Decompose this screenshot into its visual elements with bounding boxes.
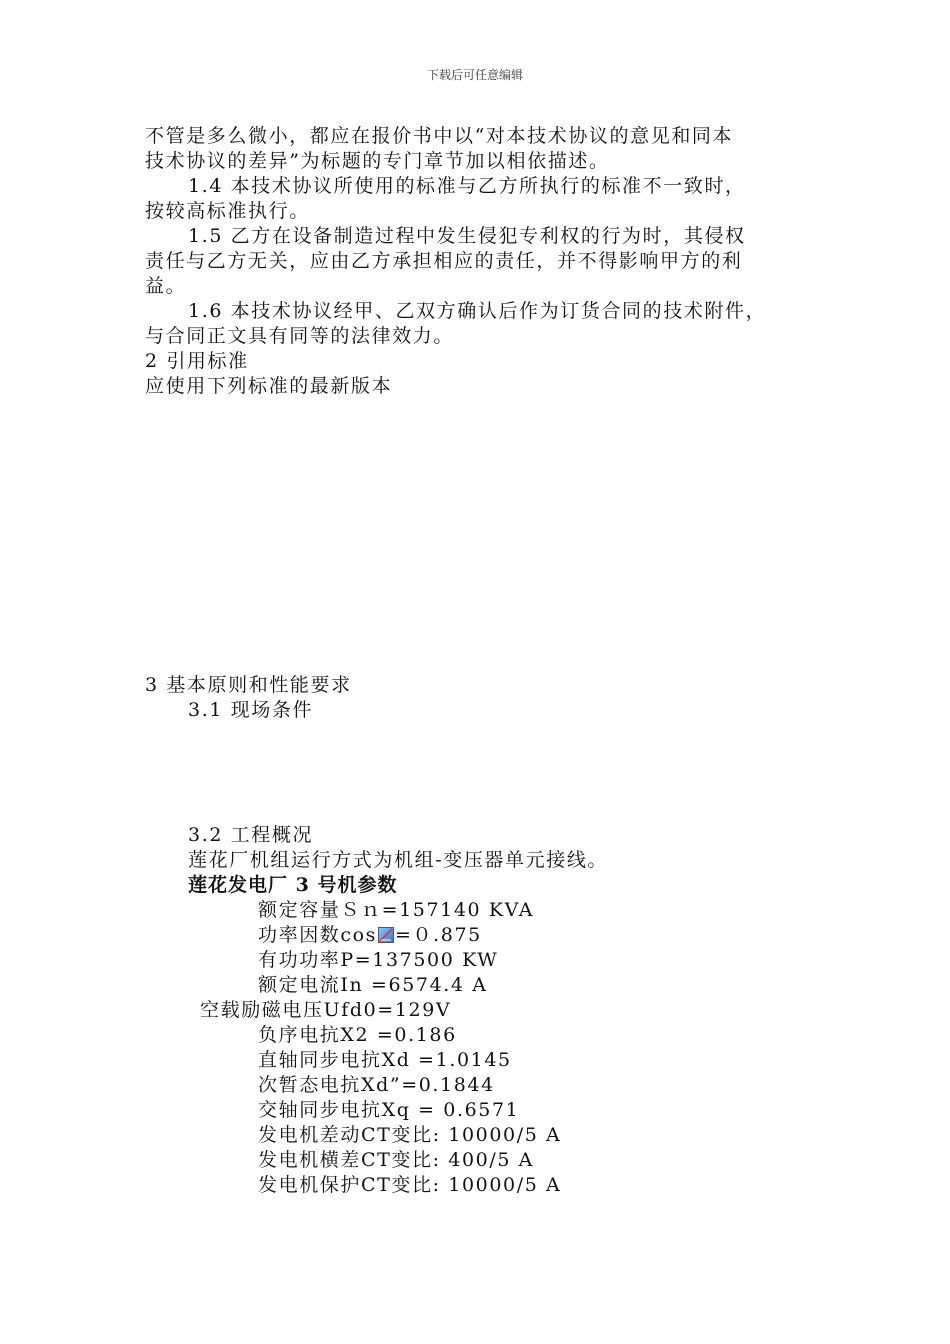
paragraph-line: 不管是多么微小，都应在报价书中以“对本技术协议的意见和同本 — [145, 125, 734, 147]
param-quadrature-axis: 交轴同步电抗Xq = 0.6571 — [258, 1099, 520, 1121]
param-subtransient: 次暂态电抗Xd”=0.1844 — [258, 1074, 495, 1096]
section-2-heading: 2 引用标准 — [145, 350, 249, 372]
paragraph-line: 莲花厂机组运行方式为机组-变压器单元接线。 — [188, 849, 609, 871]
paragraph-line: 应使用下列标准的最新版本 — [145, 375, 393, 397]
param-direct-axis: 直轴同步电抗Xd =1.0145 — [258, 1049, 512, 1071]
power-factor-label: 功率因数cos — [258, 924, 378, 946]
paragraph-line: 按较高标准执行。 — [145, 200, 310, 222]
section-3-heading: 3 基本原则和性能要求 — [145, 674, 352, 696]
clause-1-4: 1.4 本技术协议所使用的标准与乙方所执行的标准不一致时， — [188, 175, 746, 197]
paragraph-line: 技术协议的差异”为标题的专门章节加以相依描述。 — [145, 150, 610, 172]
subsection-3-1-heading: 3.1 现场条件 — [188, 699, 314, 721]
paragraph-line: 与合同正文具有同等的法律效力。 — [145, 325, 455, 347]
clause-1-5: 1.5 乙方在设备制造过程中发生侵犯专利权的行为时，其侵权 — [188, 225, 746, 247]
param-ct-differential: 发电机差动CT变比: 10000/5 A — [258, 1124, 562, 1146]
param-rated-capacity: 额定容量Ｓｎ=157140 KVA — [258, 899, 535, 921]
page-header: 下载后可任意编辑 — [426, 68, 523, 82]
param-active-power: 有功功率P=137500 KW — [258, 949, 499, 971]
paragraph-line: 责任与乙方无关，应由乙方承担相应的责任，并不得影响甲方的利 — [145, 250, 743, 272]
subsection-3-2-heading: 3.2 工程概况 — [188, 824, 314, 846]
power-factor-value: =０.875 — [395, 924, 482, 946]
param-negative-sequence: 负序电抗X2 =0.186 — [258, 1024, 457, 1046]
param-power-factor — [258, 923, 482, 947]
paragraph-line: 益。 — [145, 275, 187, 297]
phi-image-icon — [378, 925, 394, 941]
param-no-load-voltage: 空载励磁电压Ufd0=129V — [200, 999, 452, 1021]
clause-1-6: 1.6 本技术协议经甲、乙双方确认后作为订货合同的技术附件， — [188, 300, 767, 322]
param-rated-current: 额定电流In =6574.4 A — [258, 974, 488, 996]
param-ct-protection: 发电机保护CT变比: 10000/5 A — [258, 1174, 562, 1196]
params-title: 莲花发电厂 3 号机参数 — [188, 874, 398, 896]
param-ct-transverse: 发电机横差CT变比: 400/5 A — [258, 1149, 534, 1171]
